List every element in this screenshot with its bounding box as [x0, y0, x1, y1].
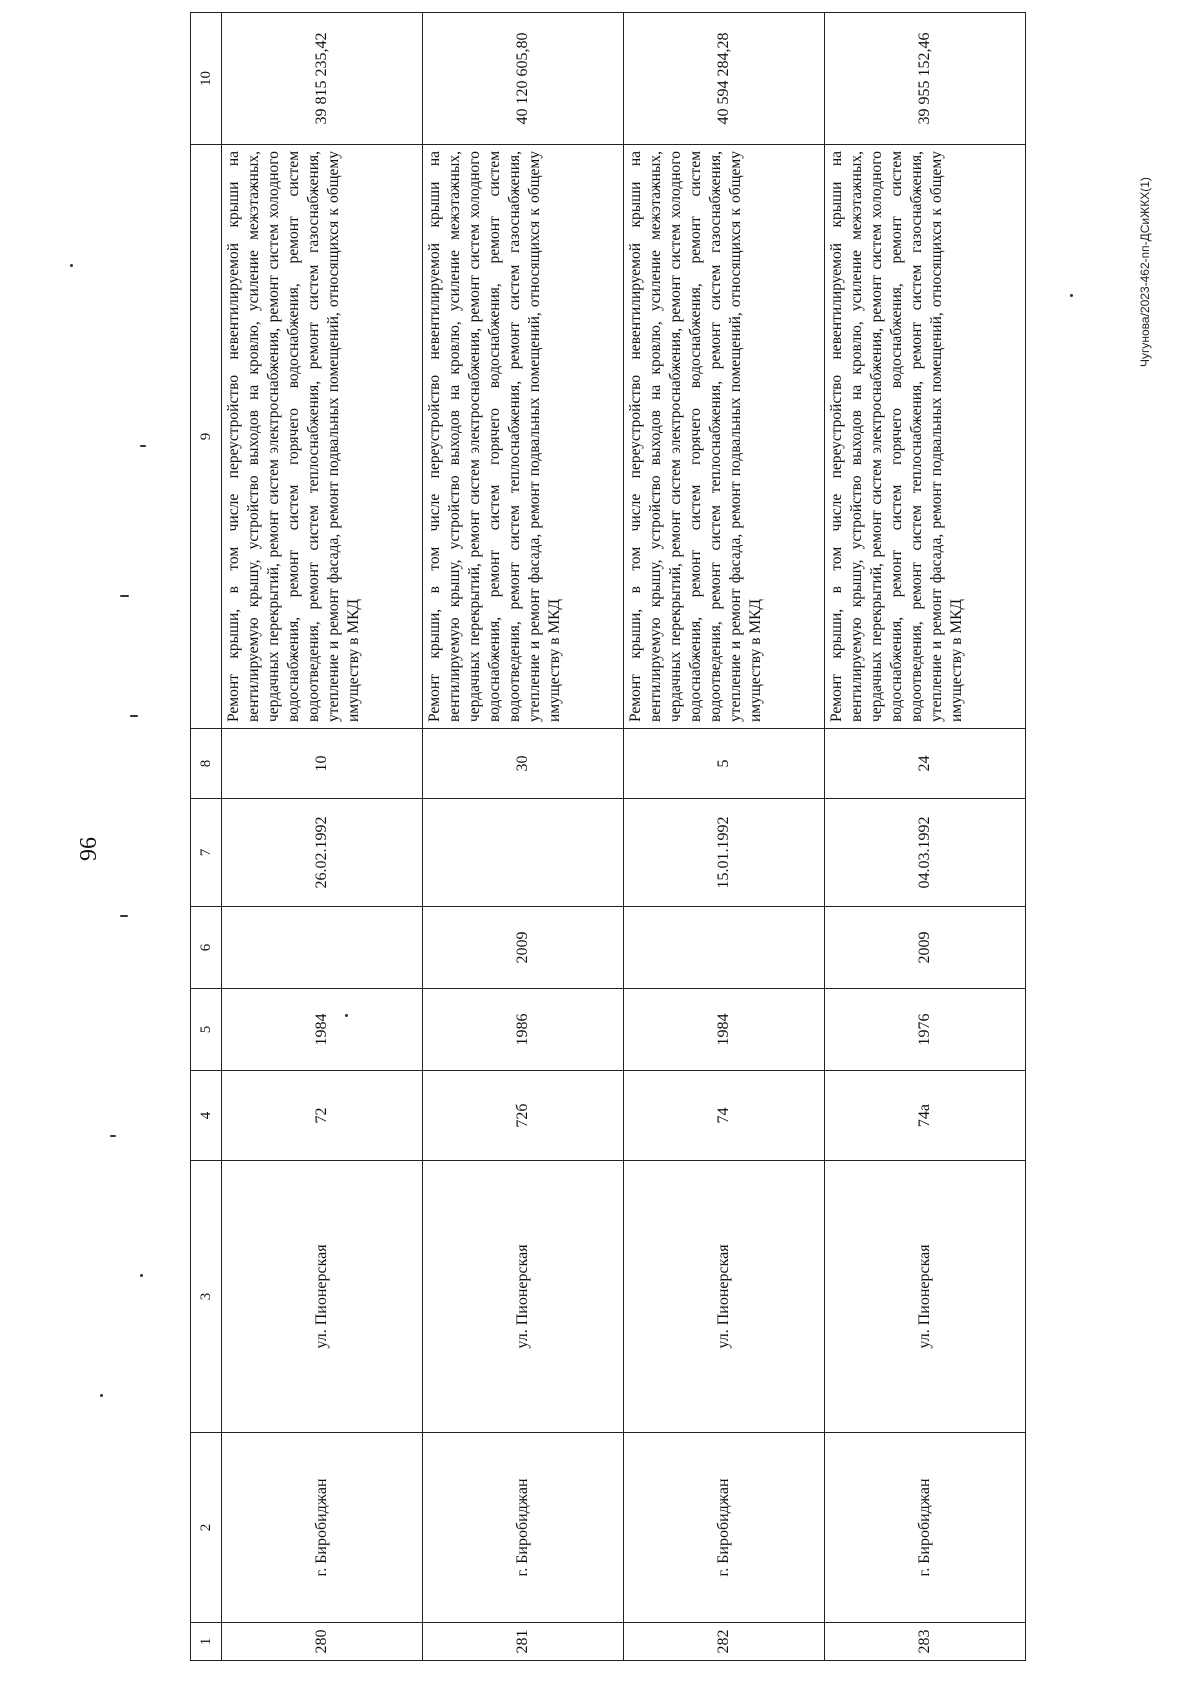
house-cell: 74	[624, 1071, 825, 1161]
cost-cell: 39 955 152,46	[825, 13, 1026, 145]
works-cell: Ремонт крыши, в том числе переустройство невентилируемой крыши на вентилируемую крышу, устройство выходов на кровлю, усиление межэтажных, чердачных перекрытий, ремонт систем электроснабжения, ремонт систем холодного водоснабжения, ремонт систем горячего водоснабжения, ремонт систем водоотведения, ремонт систем теплоснабжения, ремонт систем газоснабжения, утепление и ремонт фасада, ремонт подвальных помещений, относящихся к общему имуществу в МКД	[423, 145, 624, 729]
street-cell: ул. Пионерская	[624, 1161, 825, 1433]
col8-cell: 5	[624, 729, 825, 799]
year-repair-cell	[624, 907, 825, 989]
col-header-9: 9	[191, 145, 222, 729]
works-cell: Ремонт крыши, в том числе переустройство невентилируемой крыши на вентилируемую крышу, устройство выходов на кровлю, усиление межэтажных, чердачных перекрытий, ремонт систем электроснабжения, ремонт систем холодного водоснабжения, ремонт систем горячего водоснабжения, ремонт систем водоотведения, ремонт систем теплоснабжения, ремонт систем газоснабжения, утепление и ремонт фасада, ремонт подвальных помещений, относящихся к общему имуществу в МКД	[825, 145, 1026, 729]
register-table	[190, 12, 1026, 1661]
col8-cell: 24	[825, 729, 1026, 799]
year-built-cell: 1986	[423, 989, 624, 1071]
col-header-5: 5	[191, 989, 222, 1071]
cost-cell: 40 594 284,28	[624, 13, 825, 145]
column-number-row	[191, 13, 222, 1661]
col-header-4: 4	[191, 1071, 222, 1161]
col8-cell: 10	[222, 729, 423, 799]
table-row	[222, 13, 423, 1661]
scan-speck	[130, 715, 138, 717]
house-cell: 72	[222, 1071, 423, 1161]
privatization-date-cell: 04.03.1992	[825, 799, 1026, 907]
city-cell: г. Биробиджан	[222, 1433, 423, 1623]
col-header-3: 3	[191, 1161, 222, 1433]
scan-speck	[140, 1274, 143, 1277]
row-number: 282	[624, 1623, 825, 1661]
col-header-8: 8	[191, 729, 222, 799]
scan-speck	[120, 595, 129, 597]
year-repair-cell: 2009	[825, 907, 1026, 989]
col-header-10: 10	[191, 13, 222, 145]
year-built-cell: 1984	[624, 989, 825, 1071]
document-code-footer: Чугунова/2023-462-пп-ДСиЖКХ(1)	[1138, 177, 1152, 367]
privatization-date-cell	[423, 799, 624, 907]
col-header-7: 7	[191, 799, 222, 907]
year-repair-cell	[222, 907, 423, 989]
year-built-cell: 1984	[222, 989, 423, 1071]
table-row	[825, 13, 1026, 1661]
city-cell: г. Биробиджан	[624, 1433, 825, 1623]
year-built-cell: 1976	[825, 989, 1026, 1071]
year-repair-cell: 2009	[423, 907, 624, 989]
city-cell: г. Биробиджан	[423, 1433, 624, 1623]
table-row	[624, 13, 825, 1661]
privatization-date-cell: 15.01.1992	[624, 799, 825, 907]
scan-speck	[1070, 294, 1073, 297]
scan-speck	[120, 915, 128, 917]
street-cell: ул. Пионерская	[423, 1161, 624, 1433]
street-cell: ул. Пионерская	[825, 1161, 1026, 1433]
cost-cell: 40 120 605,80	[423, 13, 624, 145]
scan-speck	[345, 1014, 348, 1017]
col8-cell: 30	[423, 729, 624, 799]
scan-speck	[70, 264, 73, 267]
house-cell: 72б	[423, 1071, 624, 1161]
house-cell: 74а	[825, 1071, 1026, 1161]
privatization-date-cell: 26.02.1992	[222, 799, 423, 907]
works-cell: Ремонт крыши, в том числе переустройство невентилируемой крыши на вентилируемую крышу, устройство выходов на кровлю, усиление межэтажных, чердачных перекрытий, ремонт систем электроснабжения, ремонт систем холодного водоснабжения, ремонт систем горячего водоснабжения, ремонт систем водоотведения, ремонт систем теплоснабжения, ремонт систем газоснабжения, утепление и ремонт фасада, ремонт подвальных помещений, относящихся к общему имуществу в МКД	[624, 145, 825, 729]
cost-cell: 39 815 235,42	[222, 13, 423, 145]
col-header-6: 6	[191, 907, 222, 989]
row-number: 280	[222, 1623, 423, 1661]
works-cell: Ремонт крыши, в том числе переустройство невентилируемой крыши на вентилируемую крышу, устройство выходов на кровлю, усиление межэтажных, чердачных перекрытий, ремонт систем электроснабжения, ремонт систем холодного водоснабжения, ремонт систем горячего водоснабжения, ремонт систем водоотведения, ремонт систем теплоснабжения, ремонт систем газоснабжения, утепление и ремонт фасада, ремонт подвальных помещений, относящихся к общему имуществу в МКД	[222, 145, 423, 729]
scan-speck	[140, 445, 146, 447]
scan-speck	[110, 1135, 116, 1137]
street-cell: ул. Пионерская	[222, 1161, 423, 1433]
scan-speck	[100, 1394, 103, 1397]
row-number: 283	[825, 1623, 1026, 1661]
table-row	[423, 13, 624, 1661]
col-header-2: 2	[191, 1433, 222, 1623]
city-cell: г. Биробиджан	[825, 1433, 1026, 1623]
col-header-1: 1	[191, 1623, 222, 1661]
row-number: 281	[423, 1623, 624, 1661]
page-number: 96	[76, 837, 102, 861]
